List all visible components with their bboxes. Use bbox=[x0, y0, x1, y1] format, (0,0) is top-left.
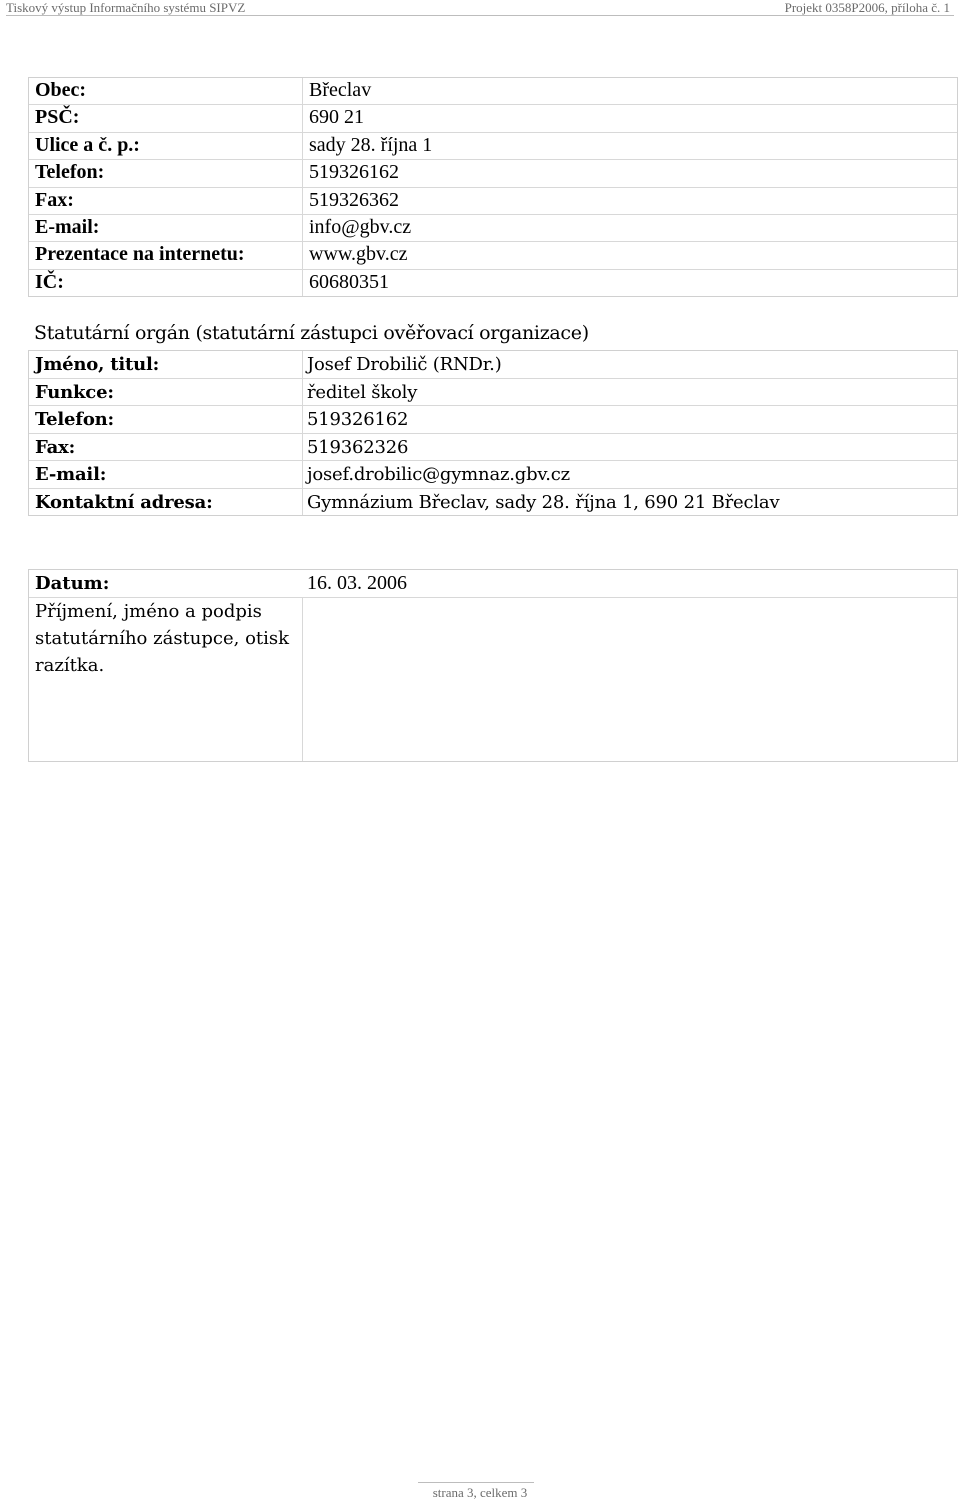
field-label: E-mail: bbox=[35, 215, 100, 238]
footer-rule bbox=[418, 1482, 534, 1483]
section-title: Statutární orgán (statutární zástupci ověřovací organizace) bbox=[34, 322, 589, 344]
field-label: Ulice a č. p.: bbox=[35, 133, 140, 156]
field-label: Fax: bbox=[35, 436, 76, 458]
table-row bbox=[29, 461, 957, 489]
field-label: Fax: bbox=[35, 188, 74, 211]
table-row bbox=[29, 351, 957, 379]
table-row bbox=[29, 105, 957, 132]
field-value: sady 28. října 1 bbox=[309, 133, 433, 156]
field-value: Josef Drobilič (RNDr.) bbox=[307, 354, 502, 375]
field-value: 690 21 bbox=[309, 106, 364, 129]
field-value: Břeclav bbox=[309, 79, 372, 101]
date-row bbox=[29, 570, 957, 598]
field-value: Gymnázium Břeclav, sady 28. října 1, 690 21 Břeclav bbox=[307, 491, 780, 513]
field-value: ředitel školy bbox=[307, 381, 418, 403]
email-value: josef.drobilic@gymnaz.gbv.cz bbox=[307, 464, 570, 485]
date-label: Datum: bbox=[35, 573, 110, 594]
page-header bbox=[0, 0, 960, 16]
field-value: 519326362 bbox=[309, 188, 399, 211]
field-label: IČ: bbox=[35, 270, 64, 293]
field-label: Kontaktní adresa: bbox=[35, 491, 213, 513]
field-value: 519326162 bbox=[307, 409, 409, 430]
signature-table bbox=[28, 569, 958, 762]
table-row bbox=[29, 160, 957, 187]
table-row bbox=[29, 379, 957, 407]
date-value: 16. 03. 2006 bbox=[307, 572, 407, 594]
field-label: Telefon: bbox=[35, 161, 105, 184]
field-label: Funkce: bbox=[35, 381, 114, 403]
table-row bbox=[29, 406, 957, 434]
school-info-table bbox=[28, 77, 958, 297]
statutory-table bbox=[28, 350, 958, 516]
email-value: info@gbv.cz bbox=[309, 215, 412, 238]
field-label: Prezentace na internetu: bbox=[35, 243, 245, 266]
field-label: Telefon: bbox=[35, 409, 114, 430]
field-label: Jméno, titul: bbox=[35, 354, 160, 375]
field-value: 519362326 bbox=[307, 436, 409, 458]
page-footer: strana 3, celkem 3 bbox=[432, 1485, 528, 1500]
table-row bbox=[29, 434, 957, 462]
table-row bbox=[29, 78, 957, 105]
table-row bbox=[29, 188, 957, 215]
website-value: www.gbv.cz bbox=[309, 243, 408, 266]
field-label: PSČ: bbox=[35, 106, 80, 129]
header-rule bbox=[6, 15, 954, 16]
table-row bbox=[29, 270, 957, 297]
signature-label: Příjmení, jméno a podpis statutárního zástupce, otisk razítka. bbox=[35, 601, 290, 676]
table-row bbox=[29, 242, 957, 269]
header-right-text: Projekt 0358P2006, příloha č. 1 bbox=[784, 0, 950, 15]
field-label: Obec: bbox=[35, 79, 87, 101]
header-left-text: Tiskový výstup Informačního systému SIPVZ bbox=[6, 0, 246, 15]
table-row bbox=[29, 489, 957, 517]
field-value: 519326162 bbox=[309, 161, 399, 184]
signature-row bbox=[29, 598, 957, 761]
table-row bbox=[29, 215, 957, 242]
field-label: E-mail: bbox=[35, 464, 107, 485]
table-row bbox=[29, 133, 957, 160]
field-value: 60680351 bbox=[309, 270, 389, 293]
